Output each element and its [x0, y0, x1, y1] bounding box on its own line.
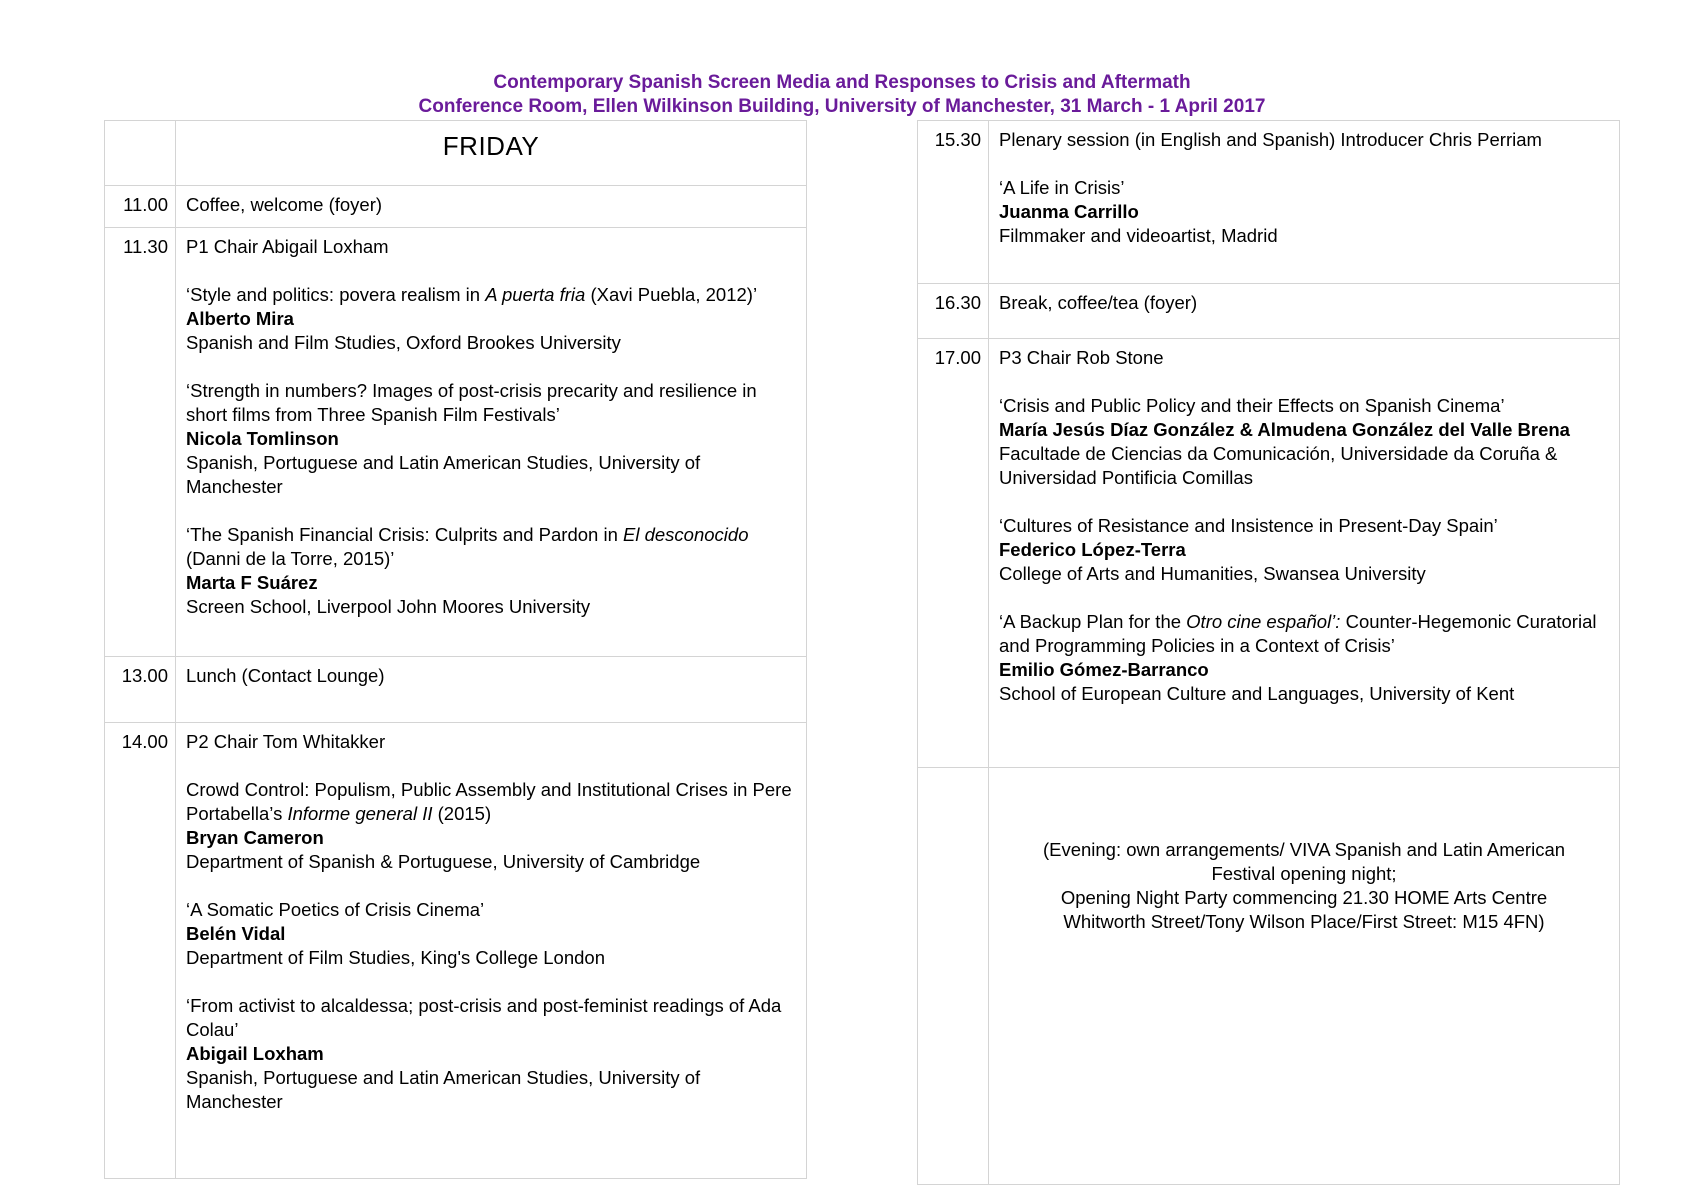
day-header-row [105, 121, 807, 186]
talk-title: ‘Crisis and Public Policy and their Effects on Spanish Cinema’ [999, 395, 1505, 416]
talk-title: ‘Strength in numbers? Images of post-crisis precarity and resilience in short films from Three Spanish Film Festivals’ [186, 380, 757, 425]
talk-title-text: Counter-Hegemonic Curatorial and Programming Policies in a Context of Crisis’ [999, 611, 1597, 656]
speaker-affiliation: Department of Film Studies, King's College London [186, 947, 605, 968]
speaker-name: Belén Vidal [186, 923, 286, 944]
talk-title-text: Crowd Control: Populism, Public Assembly and Institutional Crises in Pere Portabella’s [186, 779, 792, 824]
talk-title-text: ‘The Spanish Financial Crisis: Culprits and Pardon in [186, 524, 624, 545]
film-title: Otro cine español’: [1186, 611, 1341, 632]
talk-title [186, 523, 798, 571]
speaker-name: Abigail Loxham [186, 1043, 324, 1064]
session-time: 11.30 [105, 228, 176, 657]
speaker-name: Emilio Gómez-Barranco [999, 659, 1209, 680]
session-text: Lunch (Contact Lounge) [176, 657, 807, 723]
talk-title-text: ‘Style and politics: povera realism in [186, 284, 486, 305]
panel-session [176, 228, 807, 657]
talk-title: ‘From activist to alcaldessa; post-crisis and post-feminist readings of Ada Colau’ [186, 995, 782, 1040]
talk [186, 523, 798, 619]
table-row [918, 339, 1620, 768]
talk-title: ‘Cultures of Resistance and Insistence in Present-Day Spain’ [999, 515, 1498, 536]
speaker-affiliation: Filmmaker and videoartist, Madrid [999, 225, 1278, 246]
panel-session [989, 339, 1620, 768]
speaker-name: María Jesús Díaz González & Almudena González del Valle Brena [999, 419, 1570, 440]
talk-title: ‘A Life in Crisis’ [999, 177, 1125, 198]
session-time: 17.00 [918, 339, 989, 768]
conference-title: Contemporary Spanish Screen Media and Responses to Crisis and Aftermath [493, 72, 1191, 93]
table-row [105, 723, 807, 1179]
session-time: 15.30 [918, 121, 989, 284]
talk-title [186, 283, 798, 307]
speaker-affiliation: Spanish and Film Studies, Oxford Brookes University [186, 332, 621, 353]
speaker-affiliation: Department of Spanish & Portuguese, University of Cambridge [186, 851, 701, 872]
table-row [918, 768, 1620, 1185]
talk [186, 379, 798, 499]
session-time: 13.00 [105, 657, 176, 723]
talk [186, 283, 798, 355]
session-time: 16.30 [918, 284, 989, 339]
speaker-affiliation: Screen School, Liverpool John Moores University [186, 596, 591, 617]
talk-title-text: ‘A Backup Plan for the [999, 611, 1187, 632]
session-time: 14.00 [105, 723, 176, 1179]
film-title: El desconocido [623, 524, 749, 545]
speaker-affiliation: School of European Culture and Languages, University of Kent [999, 683, 1515, 704]
table-row [105, 228, 807, 657]
table-row [918, 284, 1620, 339]
friday-schedule-table [104, 120, 807, 1179]
empty-cell [918, 768, 989, 1185]
table-row [105, 186, 807, 228]
film-title: A puerta fria [485, 284, 586, 305]
film-title: Informe general II [287, 803, 433, 824]
talk [999, 514, 1611, 586]
session-time: 11.00 [105, 186, 176, 228]
talk [186, 994, 798, 1114]
speaker-name: Alberto Mira [186, 308, 294, 329]
empty-cell [105, 121, 176, 186]
talk-title-text: (Xavi Puebla, 2012)’ [585, 284, 758, 305]
talk-title-text: (Danni de la Torre, 2015)’ [186, 548, 395, 569]
session-text: Coffee, welcome (foyer) [176, 186, 807, 228]
talk [186, 898, 798, 970]
speaker-affiliation: College of Arts and Humanities, Swansea University [999, 563, 1426, 584]
evening-note [989, 768, 1620, 1185]
day-title: FRIDAY [176, 121, 807, 186]
talk [186, 778, 798, 874]
speaker-affiliation: Facultade de Ciencias da Comunicación, Universidade da Coruña & Universidad Pontificia Comillas [999, 443, 1558, 488]
plenary-session [989, 121, 1620, 284]
talk-title [186, 778, 798, 826]
speaker-affiliation: Spanish, Portuguese and Latin American Studies, University of Manchester [186, 452, 701, 497]
talk [999, 394, 1611, 490]
afternoon-schedule-table [917, 120, 1620, 1185]
speaker-name: Nicola Tomlinson [186, 428, 339, 449]
talk-title: ‘A Somatic Poetics of Crisis Cinema’ [186, 899, 485, 920]
panel-chair: P1 Chair Abigail Loxham [186, 236, 389, 257]
evening-line: Opening Night Party commencing 21.30 HOME Arts Centre [1060, 887, 1548, 908]
talk-title [999, 610, 1611, 658]
table-row [918, 121, 1620, 284]
conference-venue: Conference Room, Ellen Wilkinson Building, University of Manchester, 31 March - 1 April 2017 [418, 96, 1266, 117]
speaker-name: Juanma Carrillo [999, 201, 1139, 222]
panel-chair: Plenary session (in English and Spanish) Introducer Chris Perriam [999, 129, 1542, 150]
panel-session [176, 723, 807, 1179]
session-text: Break, coffee/tea (foyer) [989, 284, 1620, 339]
speaker-name: Bryan Cameron [186, 827, 324, 848]
panel-chair: P3 Chair Rob Stone [999, 347, 1164, 368]
panel-chair: P2 Chair Tom Whitakker [186, 731, 386, 752]
speaker-affiliation: Spanish, Portuguese and Latin American Studies, University of Manchester [186, 1067, 701, 1112]
table-row [105, 657, 807, 723]
talk [999, 610, 1611, 706]
speaker-name: Federico López-Terra [999, 539, 1186, 560]
evening-line: Whitworth Street/Tony Wilson Place/First Street: M15 4FN) [1063, 911, 1545, 932]
talk [999, 176, 1611, 248]
talk-title-text: (2015) [432, 803, 492, 824]
evening-line: (Evening: own arrangements/ VIVA Spanish and Latin American Festival opening night; [1042, 839, 1566, 884]
speaker-name: Marta F Suárez [186, 572, 318, 593]
